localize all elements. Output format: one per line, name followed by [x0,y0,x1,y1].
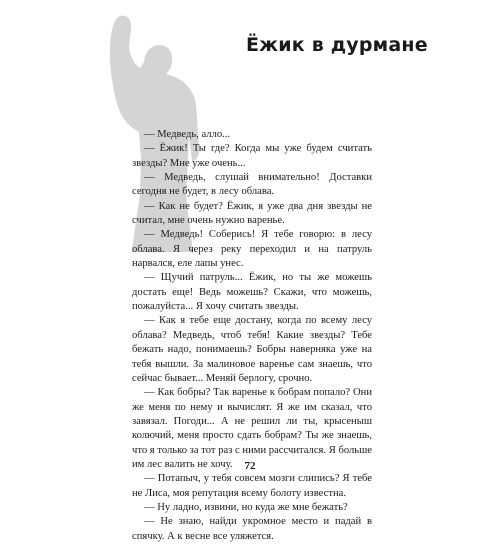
text-paragraph: — Как не будет? Ёжик, я уже два дня звезды не считал, мне очень нужно варенье. [132,200,372,227]
text-paragraph: — Медведь, слушай внимательно! Доставки сегодня не будет, в лесу облава. [132,172,372,198]
page-number: 72 [244,460,256,472]
text-paragraph: — Не знаю, найди укромное место и падай в спячку. А к весне все уляжется. [132,516,372,542]
text-paragraph: — Потапыч, у тебя совсем мозги слипись? Я тебе не Лиса, моя репутация всему болоту известна. [132,473,372,499]
chapter-title: Ёжик в дурмане [246,34,428,56]
text-paragraph: — Как я тебе еще достану, когда по всему лесу облава? Медведь, чтоб тебя! Какие звезды? Тебе бежать надо, понимаешь? Бобры наверняка уже на тебя вышли. За малиновое варенье сам знаешь, что сейчас бывает... Меняй берлогу, срочно. [132,315,372,384]
text-paragraph: — Щучий патруль... Ёжик, но ты же можешь достать еще! Ведь можешь? Скажи, что можешь, пожалуйста... Я хочу считать звезды. [132,272,372,313]
text-paragraph: — Как бобры? Так варенье к бобрам попало? Они же меня по нему и вычислят. Я же им сказал, что завязал. Погоди... А не решил ли ты, крысеныш колючий, меня просто сдать бобрам? Ты же знаешь, что я только за тот раз с ними рассчитался. Я больше им лес валить не хочу. [132,387,372,470]
text-paragraph: — Медведь, алло... [144,129,231,140]
text-paragraph: — Ну ладно, извини, но куда же мне бежать? [144,501,348,513]
chapter-text [132,128,372,544]
text-paragraph: — Ёжик! Ты где? Когда мы уже будем считать звезды? Мне уже очень... [132,143,372,169]
text-paragraph: — Медведь! Соберись! Я тебе говорю: в лесу облава. Я через реку переходил и на патруль нарвался, еле лапы унес. [132,229,372,270]
